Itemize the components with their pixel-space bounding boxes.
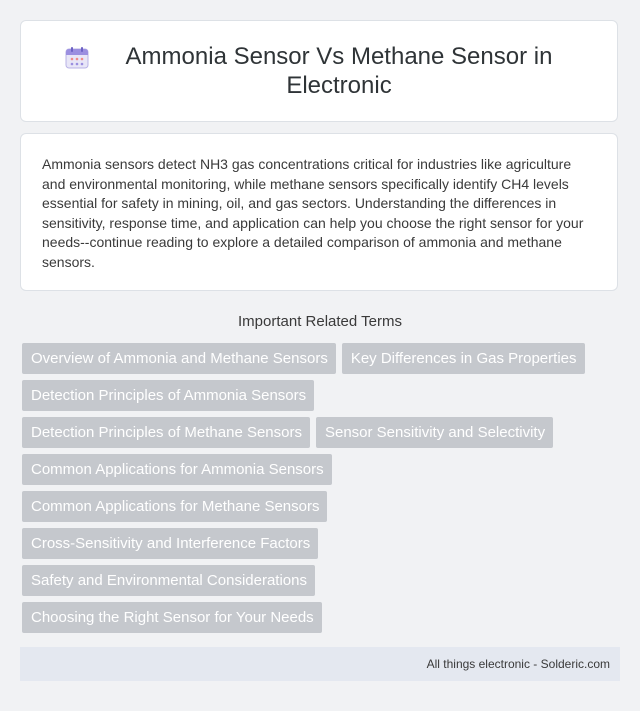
tag-row [22,565,622,596]
related-term-tag[interactable]: Detection Principles of Ammonia Sensors [22,380,314,411]
tag-row [22,602,622,633]
description-text: Ammonia sensors detect NH3 gas concentrations critical for industries like agriculture and environmental monitoring, while methane sensors specifically identify CH4 levels essential for safety in mining, oil, and gas sectors. Understanding the differences in sensitivity, response time, and application can help you choose the right sensor for your needs--continue reading to explore a detailed comparison of ammonia and methane sensors. [42,156,584,270]
related-term-tag[interactable]: Sensor Sensitivity and Selectivity [316,417,553,448]
related-term-tag[interactable]: Key Differences in Gas Properties [342,343,585,374]
related-term-tag[interactable]: Common Applications for Methane Sensors [22,491,327,522]
page-title: Ammonia Sensor Vs Methane Sensor in Electronic [125,43,553,99]
description-card [20,133,618,291]
related-term-tag[interactable]: Safety and Environmental Considerations [22,565,315,596]
footer [20,647,620,681]
tag-row [22,528,622,559]
tag-row [22,417,622,448]
related-term-tag[interactable]: Choosing the Right Sensor for Your Needs [22,602,322,633]
related-term-tag[interactable]: Common Applications for Ammonia Sensors [22,454,332,485]
title-row [21,42,617,100]
related-term-tag[interactable]: Overview of Ammonia and Methane Sensors [22,343,336,374]
calendar-icon [64,46,90,70]
tag-row [22,491,622,522]
tag-row [22,343,622,374]
related-terms-heading: Important Related Terms [238,313,402,330]
footer-text: All things electronic - Solderic.com [426,657,610,671]
title-card [20,20,618,122]
related-term-tag[interactable]: Cross-Sensitivity and Interference Factors [22,528,318,559]
related-terms-list [22,343,622,639]
tag-row [22,454,622,485]
tag-row [22,380,622,411]
related-term-tag[interactable]: Detection Principles of Methane Sensors [22,417,310,448]
